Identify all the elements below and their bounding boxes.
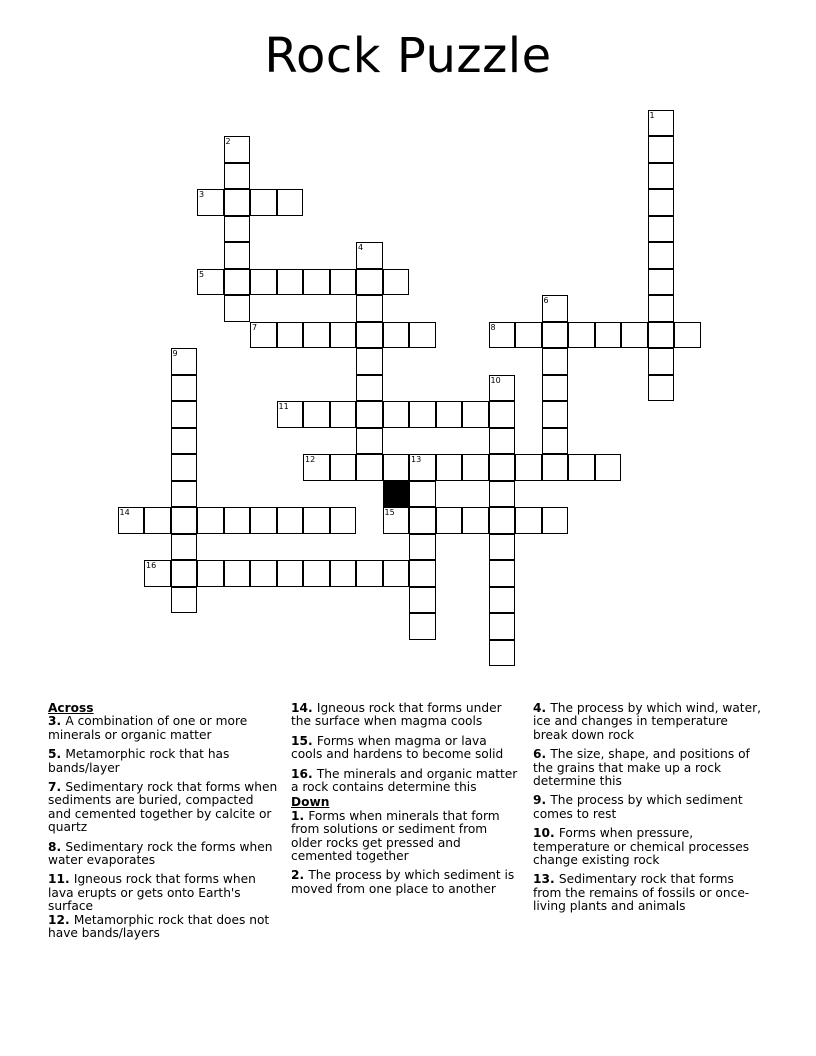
cell-number: 11 [278, 402, 289, 411]
clue-number: 15 [291, 733, 308, 748]
grid-cell[interactable] [489, 428, 516, 455]
grid-cell[interactable] [648, 295, 675, 322]
clue-number: 9 [533, 793, 542, 808]
grid-cell[interactable] [542, 295, 569, 322]
grid-cell[interactable] [250, 269, 277, 296]
grid-cell[interactable] [250, 322, 277, 349]
grid-cell[interactable] [409, 322, 436, 349]
grid-cell[interactable] [409, 534, 436, 561]
clue-across-16: 16. The minerals and organic matter a rock contains determine this [291, 766, 518, 795]
grid-cell[interactable] [489, 507, 516, 534]
grid-cell[interactable] [648, 136, 675, 163]
cell-number: 15 [384, 508, 395, 517]
grid-cell[interactable] [648, 375, 675, 402]
grid-cell[interactable] [462, 454, 489, 481]
clue-text: Metamorphic rock that does not have bands/layers [48, 912, 270, 941]
cell-number: 1 [649, 110, 655, 120]
clue-text: Forms when minerals that form from solutions or sediment from older rocks get pressed and cemented together [291, 808, 500, 864]
grid-cell[interactable] [409, 587, 436, 614]
grid-cell[interactable] [277, 401, 304, 428]
grid-cell[interactable] [489, 454, 516, 481]
clue-number: 8 [48, 839, 57, 854]
clue-across-12: 12. Metamorphic rock that does not have bands/layers [48, 912, 270, 941]
grid-cell[interactable] [489, 613, 516, 640]
grid-cell[interactable] [356, 348, 383, 375]
clue-text: Forms when pressure, temperature or chemical processes change existing rock [533, 826, 750, 868]
grid-cell[interactable] [277, 507, 304, 534]
grid-cell[interactable] [515, 454, 542, 481]
clue-down-10: 10. Forms when pressure, temperature or chemical processes change existing rock [533, 826, 750, 868]
cell-number: 7 [252, 322, 258, 332]
grid-cell[interactable] [171, 534, 198, 561]
grid-cell[interactable] [224, 560, 251, 587]
grid-cell[interactable] [674, 322, 701, 349]
grid-cell[interactable] [330, 507, 357, 534]
grid-cell[interactable] [409, 507, 436, 534]
grid-cell[interactable] [144, 507, 171, 534]
grid-cell[interactable] [409, 481, 436, 508]
clue-down-1: 1. Forms when minerals that form from solutions or sediment from older rocks get pressed and cemented together [291, 808, 500, 864]
grid-cell[interactable] [224, 216, 251, 243]
grid-cell[interactable] [356, 295, 383, 322]
clue-across-8: 8. Sedimentary rock the forms when water evaporates [48, 839, 273, 868]
clue-across-5: 5. Metamorphic rock that has bands/layer [48, 747, 230, 775]
grid-cell[interactable] [568, 454, 595, 481]
grid-cell[interactable] [224, 295, 251, 322]
grid-cell[interactable] [197, 189, 224, 216]
grid-cell[interactable] [197, 560, 224, 587]
grid-cell[interactable] [489, 481, 516, 508]
clue-number: 16 [291, 766, 308, 781]
clue-text: The minerals and organic matter a rock contains determine this [291, 766, 518, 795]
clue-number: 10 [533, 826, 550, 841]
across-heading: Across [48, 701, 94, 715]
grid-cell[interactable] [383, 322, 410, 349]
grid-cell[interactable] [224, 163, 251, 190]
grid-cell[interactable] [409, 454, 436, 481]
cell-number: 13 [411, 455, 422, 464]
clue-number: 13 [533, 872, 550, 887]
clue-text: The process by which wind, water, ice and changes in temperature break down rock [533, 701, 761, 742]
grid-cell[interactable] [171, 481, 198, 508]
grid-cell[interactable] [383, 454, 410, 481]
clue-text: Igneous rock that forms under the surface when magma cools [291, 701, 502, 729]
grid-cell[interactable] [303, 401, 330, 428]
grid-cell[interactable] [330, 560, 357, 587]
grid-cell[interactable] [197, 507, 224, 534]
grid-cell[interactable] [118, 507, 145, 534]
grid-cell[interactable] [648, 163, 675, 190]
puzzle-title: Rock Puzzle [264, 28, 552, 84]
grid-cell[interactable] [303, 454, 330, 481]
clue-down-4: 4. The process by which wind, water, ice and changes in temperature break down rock [533, 701, 761, 742]
clues-column-2 [291, 702, 519, 902]
grid-cell[interactable] [436, 401, 463, 428]
clue-across-14: 14. Igneous rock that forms under the surface when magma cools [291, 701, 502, 729]
clue-text: Sedimentary rock that forms when sediments are buried, compacted and cemented together by calcite or quartz [48, 780, 278, 835]
grid-cell[interactable] [303, 322, 330, 349]
grid-cell[interactable] [409, 613, 436, 640]
grid-cell[interactable] [330, 454, 357, 481]
grid-cell[interactable] [356, 242, 383, 269]
grid-cell[interactable] [515, 322, 542, 349]
grid-cell[interactable] [303, 269, 330, 296]
grid-cell[interactable] [171, 401, 198, 428]
grid-cell[interactable] [409, 401, 436, 428]
grid-cell[interactable] [648, 110, 675, 137]
cell-number: 6 [543, 296, 549, 305]
grid-cell[interactable] [330, 269, 357, 296]
clue-number: 5 [48, 747, 57, 762]
grid-cell[interactable] [356, 375, 383, 402]
clue-down-2: 2. The process by which sediment is moved from one place to another [291, 868, 515, 896]
grid-cell[interactable] [303, 507, 330, 534]
clue-across-7: 7. Sedimentary rock that forms when sediments are buried, compacted and cemented together by calcite or quartz [48, 780, 278, 835]
grid-cell[interactable] [462, 507, 489, 534]
grid-cell[interactable] [383, 560, 410, 587]
grid-cell[interactable] [489, 322, 516, 349]
clue-number: 14 [291, 701, 308, 715]
grid-cell[interactable] [462, 401, 489, 428]
cell-number: 8 [490, 322, 496, 332]
grid-cell[interactable] [171, 560, 198, 587]
cell-number: 10 [490, 375, 501, 385]
clue-number: 12 [48, 912, 65, 927]
clue-number: 2 [291, 868, 300, 883]
clue-down-6: 6. The size, shape, and positions of the grains that make up a rock determine this [533, 747, 750, 789]
clue-text: Sedimentary rock that forms from the remains of fossils or once-living plants and animals [533, 872, 750, 914]
grid-cell[interactable] [648, 216, 675, 243]
grid-cell[interactable] [383, 507, 410, 534]
clue-down-9: 9. The process by which sediment comes to rest [533, 793, 743, 821]
clue-number: 1 [291, 808, 300, 823]
grid-cell[interactable] [648, 269, 675, 296]
grid-cell[interactable] [621, 322, 648, 349]
grid-cell[interactable] [277, 322, 304, 349]
grid-cell[interactable] [224, 136, 251, 163]
grid-cell[interactable] [250, 507, 277, 534]
grid-cell[interactable] [383, 401, 410, 428]
grid-cell[interactable] [542, 375, 569, 402]
grid-cell[interactable] [489, 560, 516, 587]
cell-number: 3 [199, 190, 205, 199]
grid-cell[interactable] [648, 322, 675, 349]
clue-number: 4 [533, 701, 542, 715]
grid-cell[interactable] [595, 322, 622, 349]
grid-cell[interactable] [250, 560, 277, 587]
grid-cell[interactable] [330, 322, 357, 349]
grid-cell[interactable] [171, 507, 198, 534]
grid-cell[interactable] [489, 587, 516, 614]
clues-column-3 [533, 702, 763, 920]
grid-cell[interactable] [171, 375, 198, 402]
grid-cell[interactable] [542, 428, 569, 455]
cell-number: 14 [119, 508, 130, 517]
clue-number: 6 [533, 747, 542, 762]
grid-cell[interactable] [648, 348, 675, 375]
grid-cell[interactable] [542, 348, 569, 375]
grid-cell[interactable] [277, 189, 304, 216]
grid-cell[interactable] [648, 189, 675, 216]
grid-cell[interactable] [383, 269, 410, 296]
grid-cell[interactable] [489, 534, 516, 561]
grid-cell[interactable] [489, 640, 516, 667]
cell-number: 12 [305, 455, 316, 464]
grid-cell[interactable] [568, 322, 595, 349]
clue-down-13: 13. Sedimentary rock that forms from the remains of fossils or once-living plants and animals [533, 872, 750, 914]
grid-cell[interactable] [356, 269, 383, 296]
grid-cell[interactable] [356, 560, 383, 587]
grid-cell[interactable] [171, 587, 198, 614]
clue-number: 7 [48, 780, 57, 795]
clues-column-1 [48, 702, 280, 947]
clue-text: Metamorphic rock that has bands/layer [48, 747, 230, 775]
cell-number: 16 [146, 561, 157, 570]
grid-cell[interactable] [356, 454, 383, 481]
clue-across-15: 15. Forms when magma or lava cools and hardens to become solid [291, 733, 504, 762]
clue-across-11: 11. Igneous rock that forms when lava erupts or gets onto Earth's surface [48, 872, 256, 914]
grid-cell[interactable] [542, 454, 569, 481]
grid-cell[interactable] [171, 428, 198, 455]
grid-cell[interactable] [409, 560, 436, 587]
grid-cell[interactable] [224, 269, 251, 296]
cell-number: 4 [358, 243, 364, 252]
clue-text: A combination of one or more minerals or organic matter [48, 714, 248, 742]
clue-text: The size, shape, and positions of the grains that make up a rock determine this [533, 747, 750, 789]
down-heading: Down [291, 795, 330, 810]
grid-cell[interactable] [171, 454, 198, 481]
grid-cell[interactable] [171, 348, 198, 375]
grid-cell[interactable] [250, 189, 277, 216]
grid-cell[interactable] [542, 507, 569, 534]
grid-cell[interactable] [648, 242, 675, 269]
grid-cell[interactable] [595, 454, 622, 481]
grid-cell[interactable] [224, 189, 251, 216]
cell-number: 2 [225, 137, 231, 146]
grid-cell[interactable] [436, 507, 463, 534]
blocked-cell [383, 481, 410, 508]
grid-cell[interactable] [542, 401, 569, 428]
cell-number: 9 [172, 349, 178, 358]
clue-number: 11 [48, 872, 65, 887]
cell-number: 5 [199, 269, 205, 279]
grid-cell[interactable] [144, 560, 171, 587]
grid-cell[interactable] [356, 401, 383, 428]
clue-text: Forms when magma or lava cools and hardens to become solid [291, 733, 504, 762]
clue-text: The process by which sediment comes to rest [533, 793, 743, 821]
clue-text: Sedimentary rock the forms when water evaporates [48, 839, 273, 868]
grid-cell[interactable] [224, 507, 251, 534]
grid-cell[interactable] [515, 507, 542, 534]
grid-cell[interactable] [330, 401, 357, 428]
clue-across-3: 3. A combination of one or more minerals or organic matter [48, 714, 248, 742]
grid-cell[interactable] [277, 560, 304, 587]
grid-cell[interactable] [197, 269, 224, 296]
clue-text: Igneous rock that forms when lava erupts or gets onto Earth's surface [48, 872, 256, 914]
grid-cell[interactable] [224, 242, 251, 269]
grid-cell[interactable] [356, 322, 383, 349]
grid-cell[interactable] [277, 269, 304, 296]
clue-number: 3 [48, 714, 57, 729]
grid-cell[interactable] [489, 401, 516, 428]
grid-cell[interactable] [356, 428, 383, 455]
clue-text: The process by which sediment is moved from one place to another [291, 868, 515, 896]
grid-cell[interactable] [489, 375, 516, 402]
grid-cell[interactable] [436, 454, 463, 481]
grid-cell[interactable] [303, 560, 330, 587]
grid-cell[interactable] [542, 322, 569, 349]
